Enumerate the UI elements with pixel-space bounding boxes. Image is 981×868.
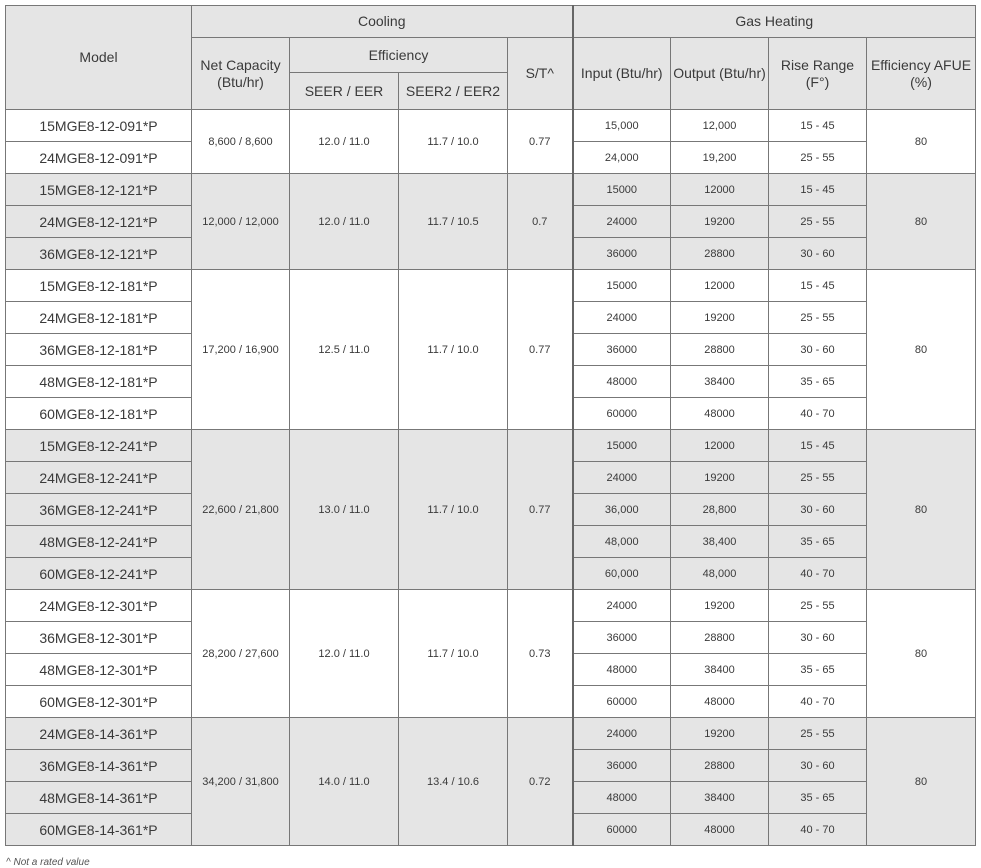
output-cell: 19200 xyxy=(671,590,769,622)
net-capacity-cell: 8,600 / 8,600 xyxy=(192,110,290,174)
input-cell: 60000 xyxy=(573,814,671,846)
seer-eer-header: SEER / EER xyxy=(290,73,399,110)
seer2-eer2-cell: 11.7 / 10.0 xyxy=(399,430,508,590)
table-row xyxy=(6,174,976,206)
net-capacity-cell: 34,200 / 31,800 xyxy=(192,718,290,846)
cooling-header: Cooling xyxy=(192,6,573,38)
seer-eer-cell: 13.0 / 11.0 xyxy=(290,430,399,590)
model-cell: 60MGE8-12-181*P xyxy=(6,398,192,430)
output-cell: 19200 xyxy=(671,206,769,238)
afue-cell: 80 xyxy=(867,270,976,430)
rise-range-cell: 30 - 60 xyxy=(769,750,867,782)
input-cell: 15000 xyxy=(573,430,671,462)
st-header: S/T^ xyxy=(508,38,573,110)
model-cell: 48MGE8-12-301*P xyxy=(6,654,192,686)
seer2-eer2-cell: 13.4 / 10.6 xyxy=(399,718,508,846)
model-group xyxy=(6,174,976,270)
rise-range-cell: 25 - 55 xyxy=(769,590,867,622)
output-cell: 28800 xyxy=(671,622,769,654)
model-cell: 48MGE8-14-361*P xyxy=(6,782,192,814)
gas-heating-header: Gas Heating xyxy=(573,6,976,38)
st-cell: 0.77 xyxy=(508,430,573,590)
output-cell: 48,000 xyxy=(671,558,769,590)
model-cell: 24MGE8-12-181*P xyxy=(6,302,192,334)
input-header: Input (Btu/hr) xyxy=(573,38,671,110)
input-cell: 36,000 xyxy=(573,494,671,526)
model-cell: 24MGE8-14-361*P xyxy=(6,718,192,750)
output-cell: 19,200 xyxy=(671,142,769,174)
output-cell: 19200 xyxy=(671,462,769,494)
output-cell: 19200 xyxy=(671,302,769,334)
st-cell: 0.73 xyxy=(508,590,573,718)
model-group xyxy=(6,270,976,430)
specifications-table xyxy=(5,5,976,846)
seer-eer-cell: 12.0 / 11.0 xyxy=(290,110,399,174)
footnote: ^ Not a rated value xyxy=(6,857,90,868)
rise-range-cell: 15 - 45 xyxy=(769,430,867,462)
model-group xyxy=(6,110,976,174)
input-cell: 24000 xyxy=(573,718,671,750)
model-cell: 36MGE8-12-121*P xyxy=(6,238,192,270)
rise-range-cell: 40 - 70 xyxy=(769,814,867,846)
model-header: Model xyxy=(6,6,192,110)
afue-header: Efficiency AFUE (%) xyxy=(867,38,976,110)
rise-range-cell: 40 - 70 xyxy=(769,558,867,590)
model-cell: 15MGE8-12-181*P xyxy=(6,270,192,302)
rise-range-cell: 25 - 55 xyxy=(769,718,867,750)
rise-range-cell: 30 - 60 xyxy=(769,622,867,654)
model-group xyxy=(6,590,976,718)
model-cell: 48MGE8-12-181*P xyxy=(6,366,192,398)
input-cell: 48000 xyxy=(573,366,671,398)
output-cell: 12,000 xyxy=(671,110,769,142)
output-cell: 12000 xyxy=(671,430,769,462)
rise-range-cell: 40 - 70 xyxy=(769,398,867,430)
input-cell: 36000 xyxy=(573,238,671,270)
input-cell: 48000 xyxy=(573,782,671,814)
rise-range-cell: 35 - 65 xyxy=(769,654,867,686)
seer2-eer2-cell: 11.7 / 10.5 xyxy=(399,174,508,270)
model-cell: 24MGE8-12-121*P xyxy=(6,206,192,238)
model-cell: 36MGE8-12-241*P xyxy=(6,494,192,526)
model-cell: 36MGE8-12-301*P xyxy=(6,622,192,654)
input-cell: 36000 xyxy=(573,334,671,366)
seer2-eer2-header: SEER2 / EER2 xyxy=(399,73,508,110)
model-cell: 60MGE8-14-361*P xyxy=(6,814,192,846)
input-cell: 60000 xyxy=(573,398,671,430)
output-cell: 38400 xyxy=(671,366,769,398)
output-cell: 12000 xyxy=(671,270,769,302)
net-capacity-cell: 28,200 / 27,600 xyxy=(192,590,290,718)
output-cell: 19200 xyxy=(671,718,769,750)
input-cell: 48000 xyxy=(573,654,671,686)
afue-cell: 80 xyxy=(867,174,976,270)
output-cell: 28800 xyxy=(671,750,769,782)
table-row xyxy=(6,270,976,302)
model-cell: 60MGE8-12-241*P xyxy=(6,558,192,590)
net-capacity-header: Net Capacity (Btu/hr) xyxy=(192,38,290,110)
model-cell: 15MGE8-12-091*P xyxy=(6,110,192,142)
seer2-eer2-cell: 11.7 / 10.0 xyxy=(399,590,508,718)
input-cell: 24000 xyxy=(573,206,671,238)
input-cell: 24,000 xyxy=(573,142,671,174)
input-cell: 15,000 xyxy=(573,110,671,142)
seer-eer-cell: 12.0 / 11.0 xyxy=(290,590,399,718)
seer2-eer2-cell: 11.7 / 10.0 xyxy=(399,110,508,174)
model-cell: 36MGE8-12-181*P xyxy=(6,334,192,366)
seer2-eer2-cell: 11.7 / 10.0 xyxy=(399,270,508,430)
rise-range-cell: 15 - 45 xyxy=(769,270,867,302)
model-cell: 48MGE8-12-241*P xyxy=(6,526,192,558)
output-cell: 12000 xyxy=(671,174,769,206)
rise-range-cell: 25 - 55 xyxy=(769,302,867,334)
st-cell: 0.7 xyxy=(508,174,573,270)
output-cell: 48000 xyxy=(671,814,769,846)
output-cell: 38400 xyxy=(671,654,769,686)
table-header xyxy=(6,6,976,110)
afue-cell: 80 xyxy=(867,430,976,590)
rise-range-cell: 35 - 65 xyxy=(769,526,867,558)
rise-range-cell: 25 - 55 xyxy=(769,462,867,494)
output-cell: 48000 xyxy=(671,398,769,430)
model-cell: 24MGE8-12-301*P xyxy=(6,590,192,622)
rise-range-cell: 40 - 70 xyxy=(769,686,867,718)
afue-cell: 80 xyxy=(867,718,976,846)
rise-range-cell: 30 - 60 xyxy=(769,238,867,270)
seer-eer-cell: 14.0 / 11.0 xyxy=(290,718,399,846)
seer-eer-cell: 12.5 / 11.0 xyxy=(290,270,399,430)
table-row xyxy=(6,110,976,142)
rise-range-cell: 35 - 65 xyxy=(769,782,867,814)
input-cell: 15000 xyxy=(573,174,671,206)
table-row xyxy=(6,590,976,622)
model-group xyxy=(6,718,976,846)
net-capacity-cell: 12,000 / 12,000 xyxy=(192,174,290,270)
model-cell: 15MGE8-12-121*P xyxy=(6,174,192,206)
rise-range-cell: 15 - 45 xyxy=(769,110,867,142)
rise-range-cell: 30 - 60 xyxy=(769,494,867,526)
rise-range-header: Rise Range (F°) xyxy=(769,38,867,110)
rise-range-cell: 25 - 55 xyxy=(769,142,867,174)
rise-range-cell: 15 - 45 xyxy=(769,174,867,206)
model-cell: 60MGE8-12-301*P xyxy=(6,686,192,718)
table-row xyxy=(6,718,976,750)
output-cell: 28800 xyxy=(671,238,769,270)
input-cell: 60000 xyxy=(573,686,671,718)
st-cell: 0.77 xyxy=(508,110,573,174)
input-cell: 36000 xyxy=(573,622,671,654)
st-cell: 0.72 xyxy=(508,718,573,846)
model-cell: 15MGE8-12-241*P xyxy=(6,430,192,462)
output-cell: 38400 xyxy=(671,782,769,814)
model-cell: 36MGE8-14-361*P xyxy=(6,750,192,782)
model-cell: 24MGE8-12-241*P xyxy=(6,462,192,494)
afue-cell: 80 xyxy=(867,110,976,174)
model-cell: 24MGE8-12-091*P xyxy=(6,142,192,174)
output-cell: 48000 xyxy=(671,686,769,718)
output-cell: 28,800 xyxy=(671,494,769,526)
output-cell: 38,400 xyxy=(671,526,769,558)
input-cell: 24000 xyxy=(573,462,671,494)
input-cell: 15000 xyxy=(573,270,671,302)
net-capacity-cell: 22,600 / 21,800 xyxy=(192,430,290,590)
afue-cell: 80 xyxy=(867,590,976,718)
output-header: Output (Btu/hr) xyxy=(671,38,769,110)
input-cell: 24000 xyxy=(573,590,671,622)
table-row xyxy=(6,430,976,462)
model-group xyxy=(6,430,976,590)
input-cell: 48,000 xyxy=(573,526,671,558)
efficiency-header: Efficiency xyxy=(290,38,508,73)
input-cell: 60,000 xyxy=(573,558,671,590)
input-cell: 24000 xyxy=(573,302,671,334)
rise-range-cell: 35 - 65 xyxy=(769,366,867,398)
rise-range-cell: 30 - 60 xyxy=(769,334,867,366)
input-cell: 36000 xyxy=(573,750,671,782)
st-cell: 0.77 xyxy=(508,270,573,430)
seer-eer-cell: 12.0 / 11.0 xyxy=(290,174,399,270)
output-cell: 28800 xyxy=(671,334,769,366)
rise-range-cell: 25 - 55 xyxy=(769,206,867,238)
net-capacity-cell: 17,200 / 16,900 xyxy=(192,270,290,430)
